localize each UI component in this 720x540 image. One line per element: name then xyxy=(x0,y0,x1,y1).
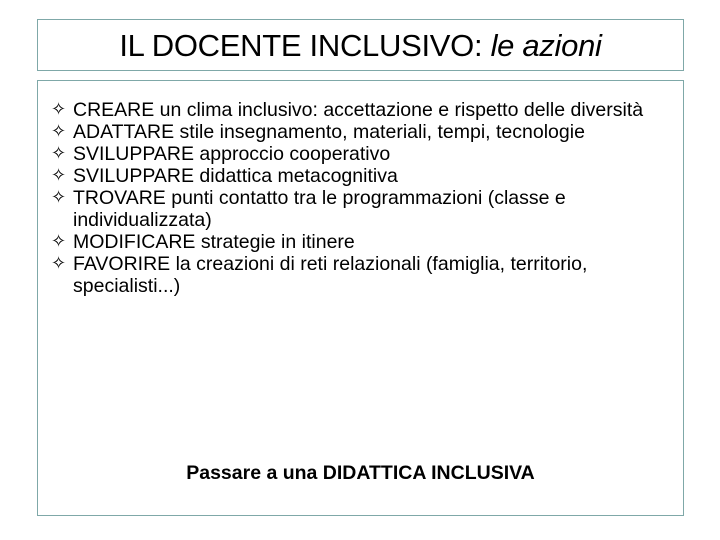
list-item xyxy=(48,253,673,297)
list-item-text: SVILUPPARE didattica metacognitiva xyxy=(73,165,398,187)
list-item xyxy=(48,121,673,143)
list-item-text: FAVORIRE la creazioni di reti relazionali (famiglia, territorio, specialisti...) xyxy=(73,253,588,297)
list-item xyxy=(48,165,673,187)
list-item xyxy=(48,99,673,121)
action-list xyxy=(38,81,683,297)
title-main: IL DOCENTE INCLUSIVO: xyxy=(119,27,491,63)
footer-statement: Passare a una DIDATTICA INCLUSIVA xyxy=(186,462,535,484)
slide-title xyxy=(119,27,602,63)
sparkle-bullet-icon: ✧ xyxy=(51,143,67,164)
sparkle-bullet-icon: ✧ xyxy=(51,99,67,120)
sparkle-bullet-icon: ✧ xyxy=(51,231,67,252)
list-item-text: CREARE un clima inclusivo: accettazione e rispetto delle diversità xyxy=(73,99,644,121)
list-item-text: ADATTARE stile insegnamento, materiali, tempi, tecnologie xyxy=(73,121,585,143)
list-item xyxy=(48,143,673,165)
sparkle-bullet-icon: ✧ xyxy=(51,121,67,142)
list-item-text: TROVARE punti contatto tra le programmazioni (classe e individualizzata) xyxy=(73,187,566,231)
title-italic: le azioni xyxy=(490,27,602,63)
list-item-text: MODIFICARE strategie in itinere xyxy=(73,231,355,253)
sparkle-bullet-icon: ✧ xyxy=(51,253,67,274)
list-item xyxy=(48,231,673,253)
sparkle-bullet-icon: ✧ xyxy=(51,187,67,208)
title-box xyxy=(37,19,684,71)
content-box xyxy=(37,80,684,516)
sparkle-bullet-icon: ✧ xyxy=(51,165,67,186)
list-item xyxy=(48,187,673,231)
list-item-text: SVILUPPARE approccio cooperativo xyxy=(73,143,391,165)
